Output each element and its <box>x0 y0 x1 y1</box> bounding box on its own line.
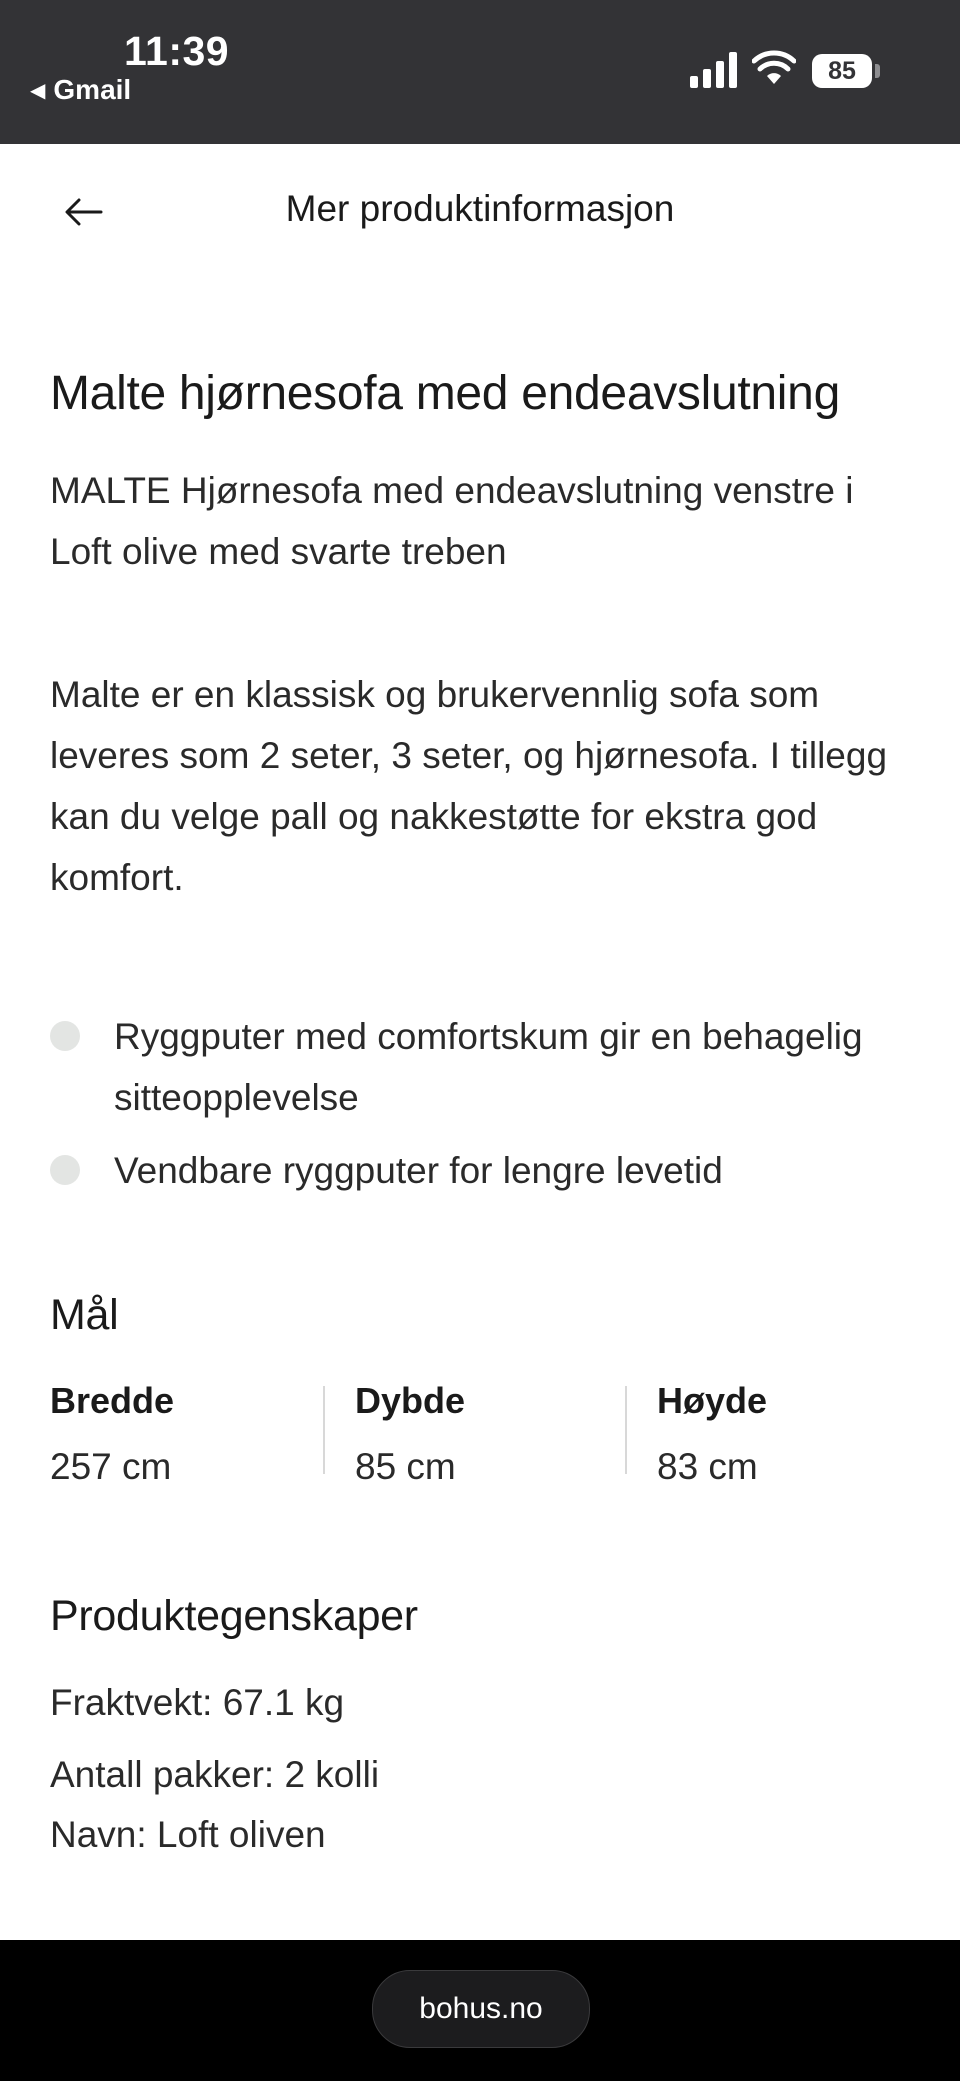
measure-value: 83 cm <box>657 1446 758 1487</box>
product-description: Malte er en klassisk og brukervennlig sofa som leveres som 2 seter, 3 seter, og hjørnesofa. I tillegg kan du velge pall og nakkestøtte for ekstra god komfort. <box>50 674 888 898</box>
feature-text: Ryggputer med comfortskum gir en behagelig sitteopplevelse <box>114 1016 863 1118</box>
page-title: Mer produktinformasjon <box>285 188 675 229</box>
url-bar[interactable] <box>372 1970 590 2048</box>
measure-label: Bredde <box>50 1380 175 1421</box>
list-item <box>50 1006 920 1128</box>
measure-depth <box>325 1376 625 1492</box>
url-text: bohus.no <box>419 1992 543 2025</box>
properties-list <box>50 1673 920 1865</box>
status-bar <box>0 0 960 144</box>
product-subtitle: MALTE Hjørnesofa med endeavslutning venstre i Loft olive med svarte treben <box>50 470 854 572</box>
list-item <box>50 1140 920 1201</box>
measure-label: Dybde <box>355 1380 466 1421</box>
battery-icon <box>812 54 872 88</box>
battery-level: 85 <box>828 56 856 85</box>
measure-value: 257 cm <box>50 1446 172 1487</box>
property-package-count: Antall pakker: 2 kolli <box>50 1754 380 1795</box>
measure-height <box>627 1376 907 1492</box>
feature-text: Vendbare ryggputer for lengre levetid <box>114 1150 723 1191</box>
status-time: 11:39 <box>124 28 230 74</box>
property-name: Navn: Loft oliven <box>50 1814 326 1855</box>
measure-width <box>50 1376 323 1492</box>
product-info <box>50 355 920 1865</box>
bullet-icon <box>50 1021 80 1051</box>
battery-nub <box>875 64 880 78</box>
feature-list <box>50 1006 920 1201</box>
property-freight-weight: Fraktvekt: 67.1 kg <box>50 1682 345 1723</box>
back-to-app-button[interactable] <box>30 74 131 106</box>
product-title: Malte hjørnesofa med endeavslutning <box>50 367 840 420</box>
back-app-label: Gmail <box>53 74 132 105</box>
back-triangle-icon: ◀ <box>30 79 46 102</box>
page-header <box>0 144 960 284</box>
properties-title: Produktegenskaper <box>50 1592 418 1640</box>
browser-bottom-bar <box>0 1940 960 2081</box>
signal-icon <box>690 52 738 88</box>
measures-row <box>50 1376 920 1492</box>
wifi-icon <box>752 50 796 86</box>
measure-value: 85 cm <box>355 1446 456 1487</box>
bullet-icon <box>50 1155 80 1185</box>
measures-title: Mål <box>50 1291 119 1339</box>
measure-label: Høyde <box>657 1380 768 1421</box>
